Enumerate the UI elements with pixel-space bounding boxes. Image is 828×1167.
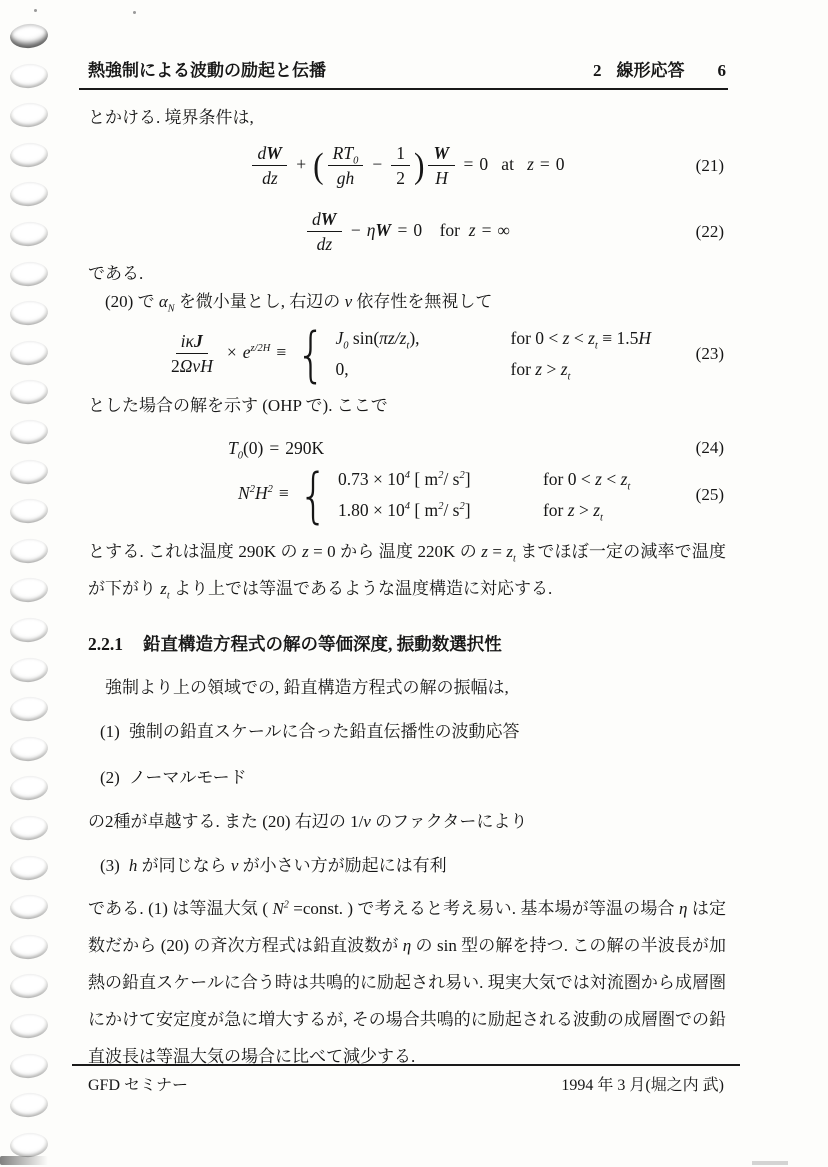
math-subscript: t [627,481,631,492]
brace-icon: { [298,459,328,530]
math-subscript: 0 [237,450,243,461]
binding-hole [9,300,49,327]
binding-hole [9,577,49,604]
math-superscript: 4 [404,500,410,512]
math-var: z [506,541,513,561]
math-subscript: t [594,340,598,351]
binding-hole [9,894,49,921]
fraction-numerator [252,144,287,166]
math-operator: = [463,153,474,174]
list-item-text [129,852,447,880]
text-run: = [487,541,507,561]
paragraph [88,288,726,316]
paragraph [88,260,726,288]
footer-row [72,1066,740,1095]
binding-hole [9,537,49,564]
math-roman: > [574,499,594,520]
math-var: dz [316,234,333,255]
math-var: N [238,482,250,503]
math-roman: 0 [555,153,565,174]
math-var: gh [336,168,355,189]
math-fraction [391,144,410,188]
text-run: とする. これは温度 290K の [88,541,303,561]
binding-hole [9,775,49,802]
math-superscript: 2 [283,898,289,910]
list-item-label: (2) [100,767,120,787]
math-var: z [595,468,602,489]
math-var: α [158,291,168,311]
binding-hole [9,102,49,129]
section-heading [88,631,726,656]
case-condition [543,469,630,490]
math-var: η [679,898,688,918]
binding-hole [9,1052,49,1079]
header-rule [79,88,728,90]
math-roman: 2 [396,168,405,189]
equation [88,206,726,258]
equation-content [304,210,510,254]
math-operator: − [350,219,361,240]
math-fraction [166,332,218,376]
math-superscript: z/2H [250,342,271,354]
binding-hole [9,379,49,406]
math-roman: 0, [335,358,349,379]
math-var: H [638,327,651,348]
text-run: ノーマルモード [128,767,247,787]
binding-hole [9,1131,49,1158]
math-roman: (0) [242,437,264,458]
page-header [88,0,726,81]
math-subscript: t [567,371,571,382]
binding-hole [9,260,49,287]
paragraph [88,533,726,607]
math-var: h [128,855,138,875]
math-roman: for 0 < [542,468,596,489]
math-var: z [560,358,568,379]
case-value [336,359,511,380]
binding-hole [9,220,49,247]
list-item-label: (3) [100,855,120,875]
text-run: とかける. 境界条件は, [88,108,254,127]
text-run: のファクターにより [370,811,528,831]
math-var: z [567,499,575,520]
math-subscript: 0 [353,155,359,167]
math-operator: ≡ [278,482,289,503]
text-run: 依存性を無視して [352,291,493,311]
section-heading-title: 鉛直構造方程式の解の等価深度, 振動数選択性 [143,633,502,654]
math-operator: − [372,153,383,174]
math-roman: < [601,468,621,489]
text-run: は定数だから (20) の斉次方程式は鉛直波数が [88,898,727,955]
text-run: である. (1) は等温大気 ( [88,898,273,918]
case-value [336,328,511,349]
paragraph [88,890,726,1075]
math-superscript: 2 [438,500,444,512]
equation-number: (21) [695,155,724,175]
math-roman: 0 for [413,219,469,240]
binding-hole [9,973,49,1000]
binding-hole [9,181,49,208]
paren: ) [413,145,425,186]
text-run: =const. ) で考えると考え易い. 基本場が等温の場合 [288,898,680,918]
math-subscript: t [512,552,516,564]
binding-hole [9,933,49,960]
math-roman: for [542,499,568,520]
math-var: H [254,482,268,503]
math-var: z [535,358,543,379]
scan-smudge [752,1161,788,1165]
math-roman: 290K [285,437,325,458]
math-script: J [193,330,204,351]
text-run: (20) で [105,291,159,311]
fraction-numerator [307,210,342,232]
math-subscript: t [406,340,410,351]
paragraph [88,392,726,420]
math-cases [296,318,651,389]
fraction-denominator [166,354,218,375]
math-subscript: 0 [343,340,349,351]
math-roman: 1 [396,143,405,163]
fraction-numerator [391,144,410,166]
math-var: z [588,327,595,348]
paren: ( [313,145,324,186]
paragraph [88,104,726,132]
binding-hole [9,656,49,683]
binding-hole [9,616,49,643]
cases-row [336,359,651,380]
math-roman: ] [464,468,471,489]
case-condition [511,328,651,349]
equation [88,318,726,389]
math-roman: [ m [409,468,439,489]
cases-row [338,500,630,521]
math-var: RT [332,143,354,163]
binding-hole [9,458,49,485]
math-var: d [257,143,267,163]
text-run: より上では等温であるような温度構造に対応する. [169,578,553,598]
equation-content [249,144,564,188]
math-fraction [328,144,364,188]
math-var: η [366,219,376,240]
math-roman: / s [443,468,460,489]
math-superscript: 2 [459,500,465,512]
text-run: の2種が卓越する. また (20) 右辺の 1/ [88,811,364,831]
math-roman: ] [464,499,471,520]
math-fraction [252,144,287,188]
math-var: H [200,356,213,376]
math-subscript: N [167,302,175,314]
math-var: iκ [180,330,194,351]
math-var: N [272,898,284,918]
math-var: ν [192,356,201,376]
math-var: z [160,578,167,598]
math-var: d [312,208,321,229]
binding-hole [9,339,49,366]
math-var: ν [363,811,371,831]
section-number: 2 [593,61,602,80]
fraction-denominator [257,166,283,187]
math-roman: 0.73 × 10 [337,468,405,489]
binding-hole [9,735,49,762]
footer-seminar-label: GFD セミナー [88,1077,189,1094]
math-cases [298,459,631,530]
page-body [88,0,726,1075]
equation [88,434,726,463]
math-var: e [242,341,251,362]
math-var: z [527,153,534,174]
cases-row [338,469,630,490]
math-roman: < [569,327,589,348]
math-operator: × [226,341,237,362]
math-roman: sin( [348,327,380,348]
math-var: z [468,219,476,240]
math-var: J [335,327,344,348]
text-run: とした場合の解を示す (OHP で). ここで [88,395,388,415]
document-blocks [88,104,726,1075]
math-superscript: 2 [249,483,255,495]
list-item-text [129,764,247,792]
math-subscript: t [600,512,603,523]
text-run: までほぼ一定の減率で温度が下がり [88,541,726,598]
math-subscript: t [166,589,170,601]
math-roman: for 0 < [510,327,563,348]
text-run: 強制より上の領域での, 鉛直構造方程式の解の振幅は, [105,677,509,697]
fraction-denominator [430,166,453,187]
math-script: W [266,143,283,163]
math-roman: [ m [409,499,439,520]
scan-speck [34,9,37,12]
math-var: z [562,327,570,348]
math-superscript: 2 [459,469,465,481]
equation-number: (23) [695,343,724,363]
equation [88,140,726,192]
brace-icon: { [296,318,326,389]
list-item-text [129,718,520,746]
math-fraction [307,210,342,254]
header-section [593,56,726,81]
paragraph [88,674,726,702]
math-roman: 0 at [479,153,528,174]
text-run: を微小量とし, 右辺の [174,291,345,311]
equation-number: (22) [695,221,724,241]
equation-content [163,318,651,389]
fraction-denominator [332,166,360,187]
fraction-numerator [176,332,209,354]
math-var: z [593,499,601,520]
binding-hole [9,62,49,89]
binding-hole [9,854,49,881]
list-item [88,718,726,746]
math-var: dz [262,168,278,189]
math-var: πz/z [379,327,407,348]
equation-number: (24) [695,438,724,457]
equation-number: (25) [695,484,724,504]
math-var: z [481,541,488,561]
section-heading-number: 2.2.1 [88,633,123,654]
math-var: z [620,468,628,489]
math-roman: 1.80 × 10 [337,499,405,520]
math-script: W [320,208,337,229]
list-item [88,764,726,792]
equation-content [228,438,324,459]
binding-hole [9,1092,49,1119]
binding-hole [9,696,49,723]
math-roman: ∞ [497,219,510,240]
cases-rows [336,328,651,380]
binding-hole [9,498,49,525]
math-var: ν [230,855,239,875]
case-value [338,500,543,521]
fraction-numerator [428,144,454,166]
text-run: である. [88,263,144,283]
case-value [338,469,543,490]
math-operator: = [481,219,492,240]
fraction-denominator [391,166,410,187]
math-var: H [435,168,448,189]
math-var: T [228,437,238,458]
math-operator: + [296,153,307,174]
math-superscript: 2 [438,469,444,481]
math-operator: ≡ [276,341,287,362]
math-script: W [433,143,450,163]
scan-smudge [0,1156,48,1165]
math-roman: / s [443,499,460,520]
math-operator: = [539,153,550,174]
cases-rows [338,469,630,521]
binding-hole [9,1012,49,1039]
page-number: 6 [717,61,726,80]
list-item-label: (1) [100,721,120,741]
binding-hole [9,418,49,445]
math-roman: 2 [171,356,180,376]
math-operator: = [397,219,408,240]
math-roman: > [542,358,561,379]
case-condition [543,500,603,521]
math-var: Ω [179,356,193,376]
running-title: 熱強制による波動の励起と伝播 [88,61,326,80]
math-script: W [375,219,392,240]
text-run: = 0 から 温度 220K の [308,541,482,561]
math-roman: ), [409,327,420,348]
math-var: ν [344,291,353,311]
math-roman: ≡ 1.5 [597,327,639,348]
math-var: z [302,541,309,561]
list-item [88,852,726,880]
text-run: 強制の鉛直スケールに合った鉛直伝播性の波動応答 [128,721,520,741]
math-var: η [402,935,412,955]
paragraph [88,808,726,836]
text-run: が同じなら [137,855,231,875]
text-run: が小さい方が励起には有利 [238,855,447,875]
math-roman: for [510,358,536,379]
equation-content [238,459,631,530]
binding-hole [9,814,49,841]
math-superscript: 4 [404,469,410,481]
math-operator: = [269,437,280,458]
binding-hole [9,22,49,49]
section-name: 線形応答 [616,61,685,80]
binding-hole [9,141,49,168]
case-condition [511,359,571,380]
equation [88,459,726,530]
fraction-denominator [312,232,338,253]
text-run: の sin 型の解を持つ. この解の半波長が加熱の鉛直スケールに合う時は共鳴的に励起され易い. 現実大気では対流圏から成層圏にかけて安定度が急に増大するが, その場合共鳴的に励起される波動の成層圏での鉛直波長は等温大気の場合に比べて減少する. [88,935,727,1066]
math-superscript: 2 [267,483,273,495]
footer-date-author: 1994 年 3 月(堀之内 武) [561,1077,724,1094]
cases-row [336,328,651,349]
math-fraction [428,144,454,188]
fraction-numerator [328,144,364,166]
page-footer [72,1064,740,1095]
